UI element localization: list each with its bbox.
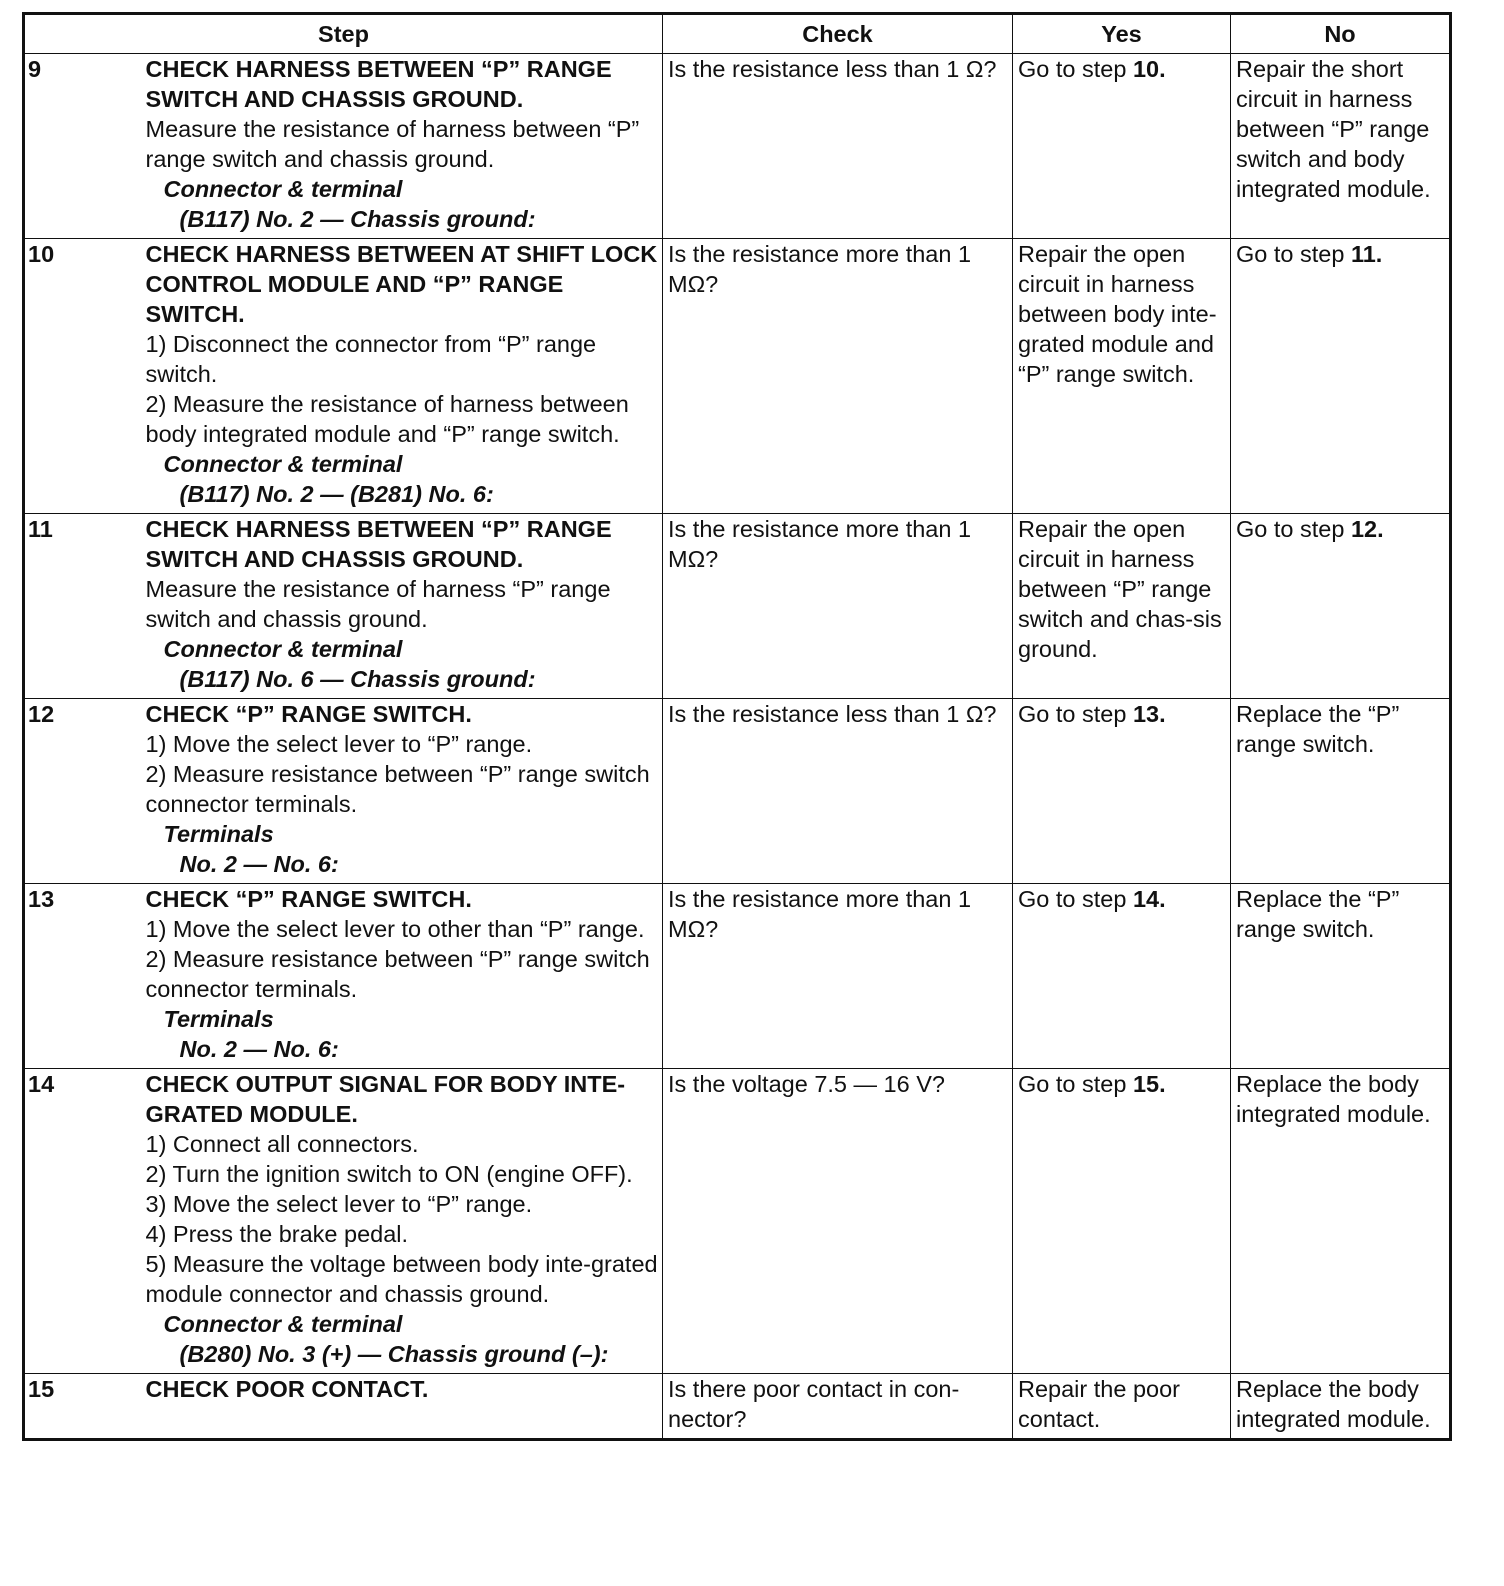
yes-action-text: Go to step <box>1018 701 1133 727</box>
step-title: CHECK HARNESS BETWEEN “P” RANGE SWITCH AND CHASSIS GROUND. <box>145 56 612 112</box>
no-step-ref: 11. <box>1350 241 1383 267</box>
step-instruction: 2) Measure the resistance of harness between body integrated module and “P” range switch. <box>145 391 629 447</box>
yes-action <box>1013 514 1231 699</box>
header-yes: Yes <box>1013 14 1231 54</box>
yes-action <box>1013 54 1231 239</box>
yes-action-text: Go to step <box>1018 1071 1133 1097</box>
yes-action-text: Go to step <box>1018 56 1133 82</box>
yes-action <box>1013 1069 1231 1374</box>
step-description <box>142 1069 663 1374</box>
step-title: CHECK HARNESS BETWEEN AT SHIFT LOCK CONTROL MODULE AND “P” RANGE SWITCH. <box>145 241 658 327</box>
step-terminal-spec: No. 2 — No. 6: <box>179 851 339 877</box>
step-instruction: 1) Disconnect the connector from “P” range switch. <box>145 331 597 387</box>
step-subheading: Connector & terminal <box>163 176 403 202</box>
step-instruction: Measure the resistance of harness between “P” range switch and chassis ground. <box>145 116 640 172</box>
step-title: CHECK HARNESS BETWEEN “P” RANGE SWITCH AND CHASSIS GROUND. <box>145 516 612 572</box>
no-action <box>1231 1069 1451 1374</box>
table-row <box>24 884 1451 1069</box>
yes-step-ref: 15. <box>1132 1071 1166 1097</box>
no-action <box>1231 54 1451 239</box>
yes-action-text: Repair the open circuit in harness between body inte-grated module and “P” range switch. <box>1018 241 1217 387</box>
check-question: Is the resistance less than 1 Ω? <box>663 699 1013 884</box>
step-subheading: Connector & terminal <box>163 636 403 662</box>
step-subheading: Connector & terminal <box>163 1311 403 1337</box>
header-step: Step <box>24 14 663 54</box>
no-action-text: Go to step <box>1236 241 1351 267</box>
yes-action <box>1013 1374 1231 1440</box>
check-question: Is there poor contact in con-nector? <box>663 1374 1013 1440</box>
step-instruction: 2) Measure resistance between “P” range switch connector terminals. <box>145 761 650 817</box>
step-description <box>142 884 663 1069</box>
step-terminal-spec: (B280) No. 3 (+) — Chassis ground (–): <box>179 1341 609 1367</box>
step-description <box>142 239 663 514</box>
step-instruction: 5) Measure the voltage between body inte-grated module connector and chassis ground. <box>145 1251 658 1307</box>
step-number: 11 <box>24 514 142 699</box>
step-terminal-spec: (B117) No. 2 — (B281) No. 6: <box>179 481 494 507</box>
header-check: Check <box>663 14 1013 54</box>
header-no: No <box>1231 14 1451 54</box>
yes-step-ref: 10. <box>1132 56 1166 82</box>
check-question: Is the voltage 7.5 — 16 V? <box>663 1069 1013 1374</box>
no-action-text: Go to step <box>1236 516 1351 542</box>
no-action <box>1231 514 1451 699</box>
check-question: Is the resistance more than 1 MΩ? <box>663 514 1013 699</box>
step-instruction: 1) Move the select lever to “P” range. <box>145 731 533 757</box>
step-terminal-spec: (B117) No. 6 — Chassis ground: <box>179 666 536 692</box>
no-action-text: Replace the body integrated module. <box>1236 1376 1431 1432</box>
table-row <box>24 1374 1451 1440</box>
no-action <box>1231 884 1451 1069</box>
step-terminal-spec: No. 2 — No. 6: <box>179 1036 339 1062</box>
table-row <box>24 54 1451 239</box>
step-number: 13 <box>24 884 142 1069</box>
step-subheading: Terminals <box>163 821 274 847</box>
yes-action <box>1013 699 1231 884</box>
yes-step-ref: 13. <box>1132 701 1166 727</box>
diagnostic-table <box>22 12 1452 1441</box>
no-action <box>1231 1374 1451 1440</box>
yes-action-text: Repair the open circuit in harness between “P” range switch and chas-sis ground. <box>1018 516 1222 662</box>
yes-action-text: Repair the poor contact. <box>1018 1376 1180 1432</box>
step-title: CHECK POOR CONTACT. <box>145 1376 429 1402</box>
no-action-text: Repair the short circuit in harness between “P” range switch and body integrated module. <box>1236 56 1431 202</box>
no-step-ref: 12. <box>1350 516 1384 542</box>
header-row <box>24 14 1451 54</box>
step-instruction: 1) Connect all connectors. <box>145 1131 419 1157</box>
check-question: Is the resistance more than 1 MΩ? <box>663 239 1013 514</box>
step-instruction: Measure the resistance of harness “P” range switch and chassis ground. <box>145 576 611 632</box>
step-instruction: 3) Move the select lever to “P” range. <box>145 1191 533 1217</box>
step-number: 10 <box>24 239 142 514</box>
yes-action <box>1013 239 1231 514</box>
step-instruction: 2) Measure resistance between “P” range switch connector terminals. <box>145 946 650 1002</box>
step-terminal-spec: (B117) No. 2 — Chassis ground: <box>179 206 536 232</box>
step-description <box>142 699 663 884</box>
step-title: CHECK OUTPUT SIGNAL FOR BODY INTE-GRATED MODULE. <box>145 1071 626 1127</box>
no-action-text: Replace the “P” range switch. <box>1236 701 1400 757</box>
step-description <box>142 54 663 239</box>
no-action-text: Replace the “P” range switch. <box>1236 886 1400 942</box>
no-action-text: Replace the body integrated module. <box>1236 1071 1431 1127</box>
no-action <box>1231 239 1451 514</box>
step-number: 9 <box>24 54 142 239</box>
step-title: CHECK “P” RANGE SWITCH. <box>145 886 472 912</box>
step-title: CHECK “P” RANGE SWITCH. <box>145 701 472 727</box>
check-question: Is the resistance more than 1 MΩ? <box>663 884 1013 1069</box>
step-number: 15 <box>24 1374 142 1440</box>
step-number: 14 <box>24 1069 142 1374</box>
table-row <box>24 239 1451 514</box>
yes-action <box>1013 884 1231 1069</box>
step-number: 12 <box>24 699 142 884</box>
table-row <box>24 699 1451 884</box>
step-instruction: 1) Move the select lever to other than “P” range. <box>145 916 645 942</box>
no-action <box>1231 699 1451 884</box>
table-row <box>24 514 1451 699</box>
yes-step-ref: 14. <box>1132 886 1166 912</box>
step-subheading: Terminals <box>163 1006 274 1032</box>
step-description <box>142 1374 663 1440</box>
check-question: Is the resistance less than 1 Ω? <box>663 54 1013 239</box>
step-subheading: Connector & terminal <box>163 451 403 477</box>
step-description <box>142 514 663 699</box>
step-instruction: 2) Turn the ignition switch to ON (engine OFF). <box>145 1161 633 1187</box>
step-instruction: 4) Press the brake pedal. <box>145 1221 409 1247</box>
table-row <box>24 1069 1451 1374</box>
yes-action-text: Go to step <box>1018 886 1133 912</box>
